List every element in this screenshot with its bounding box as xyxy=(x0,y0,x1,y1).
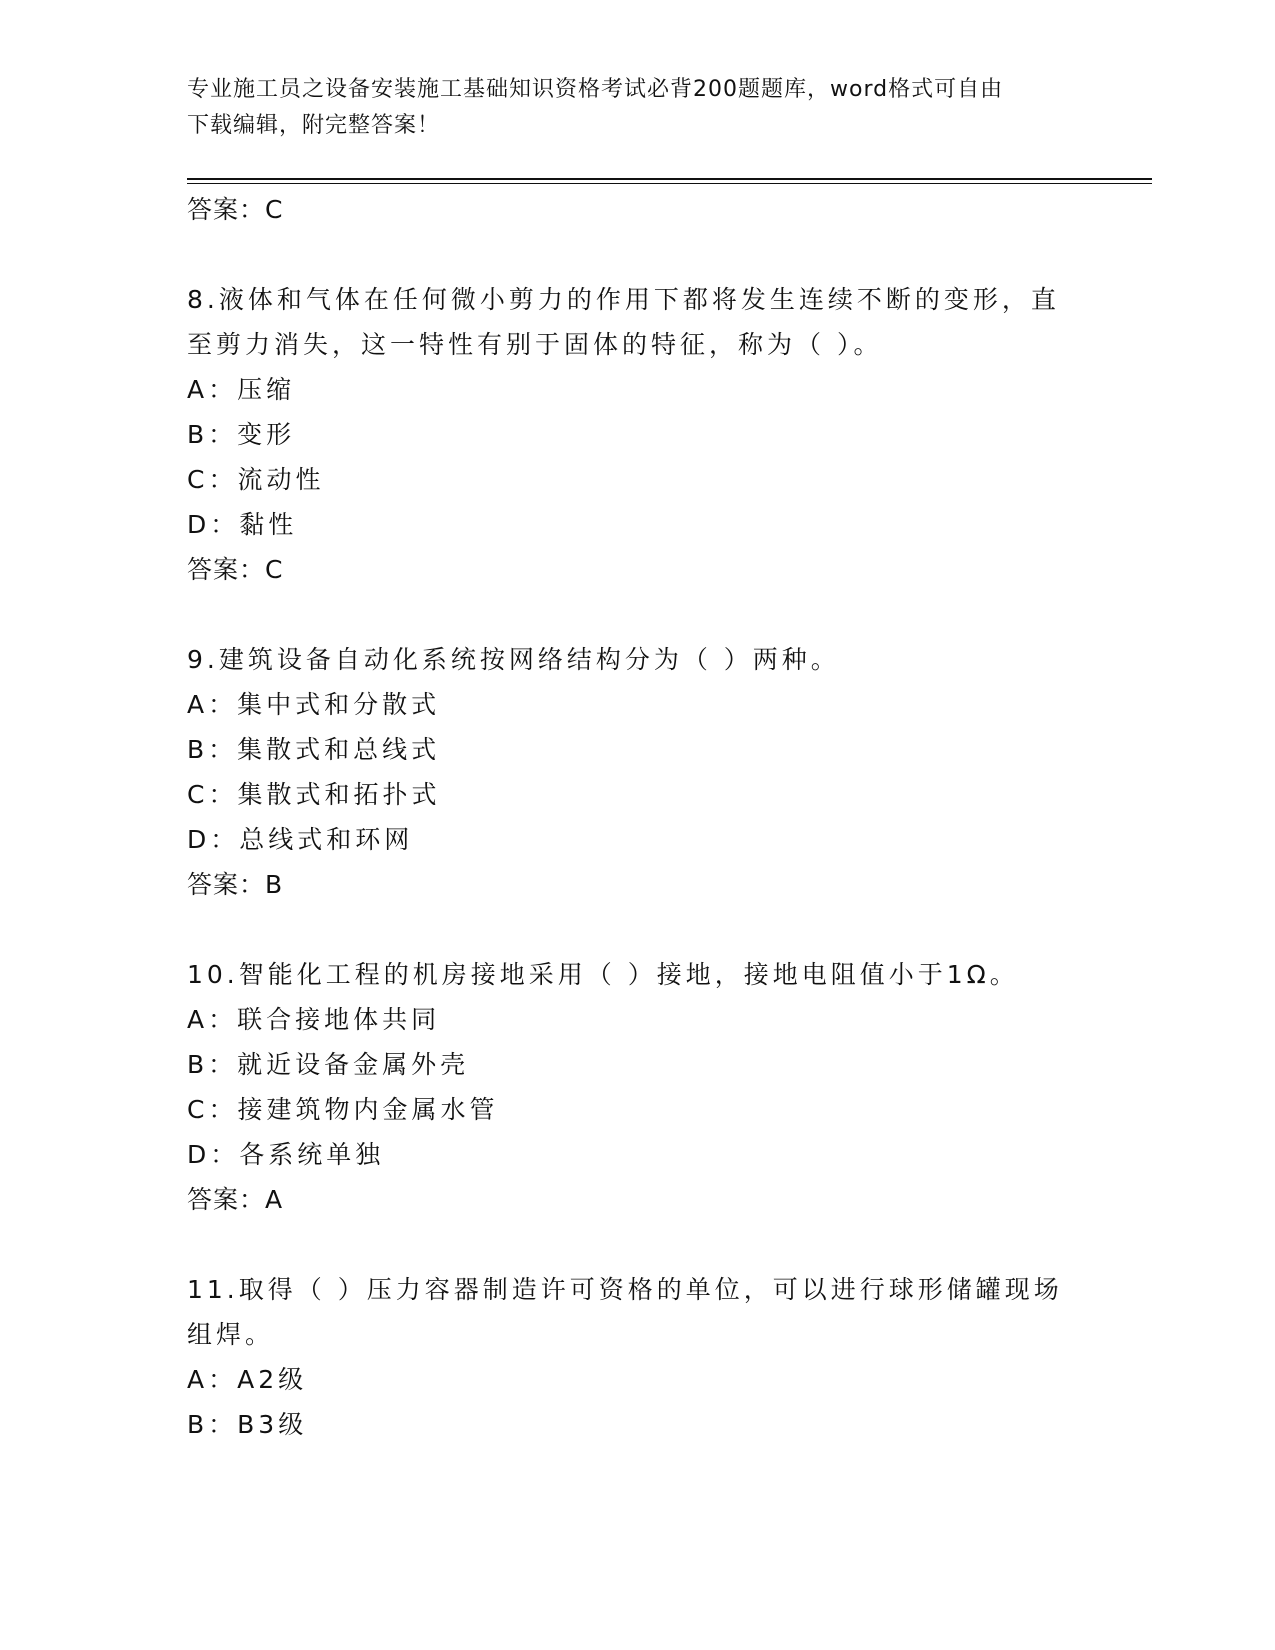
question-8-stem-line-1: 8.液体和气体在任何微小剪力的作用下都将发生连续不断的变形，直 xyxy=(187,285,1060,314)
question-8-stem-line-2: 至剪力消失，这一特性有别于固体的特征，称为（ ）。 xyxy=(187,330,883,359)
question-11-stem-line-2: 组焊。 xyxy=(187,1320,275,1349)
question-9-option-d: D：总线式和环网 xyxy=(187,825,414,854)
question-11-option-b: B：B3级 xyxy=(187,1410,308,1439)
header-divider-bottom xyxy=(187,183,1152,184)
question-9-stem-line-1: 9.建筑设备自动化系统按网络结构分为（ ）两种。 xyxy=(187,645,840,674)
question-8-option-a: A：压缩 xyxy=(187,375,296,404)
question-11-stem-line-1: 11.取得（ ）压力容器制造许可资格的单位，可以进行球形储罐现场 xyxy=(187,1275,1063,1304)
question-8-option-c: C：流动性 xyxy=(187,465,325,494)
question-10-option-b: B：就近设备金属外壳 xyxy=(187,1050,470,1079)
answer-q7: 答案：C xyxy=(187,195,284,224)
question-8-option-b: B：变形 xyxy=(187,420,296,449)
question-9-option-c: C：集散式和拓扑式 xyxy=(187,780,441,809)
question-9-answer: 答案：B xyxy=(187,870,284,899)
question-9-option-a: A：集中式和分散式 xyxy=(187,690,441,719)
question-10-option-d: D：各系统单独 xyxy=(187,1140,385,1169)
question-10-stem-line-1: 10.智能化工程的机房接地采用（ ）接地，接地电阻值小于1Ω。 xyxy=(187,960,1019,989)
question-8-option-d: D：黏性 xyxy=(187,510,298,539)
question-9-option-b: B：集散式和总线式 xyxy=(187,735,441,764)
question-11-option-a: A：A2级 xyxy=(187,1365,308,1394)
page-header xyxy=(187,72,1087,144)
header-line-2: 下载编辑，附完整答案！ xyxy=(187,113,441,138)
question-10-option-a: A：联合接地体共同 xyxy=(187,1005,441,1034)
header-line-1: 专业施工员之设备安装施工基础知识资格考试必背200题题库，word格式可自由 xyxy=(187,77,1004,102)
question-10-option-c: C：接建筑物内金属水管 xyxy=(187,1095,499,1124)
header-divider-top xyxy=(187,178,1152,180)
question-8-answer: 答案：C xyxy=(187,555,284,584)
question-10-answer: 答案：A xyxy=(187,1185,284,1214)
